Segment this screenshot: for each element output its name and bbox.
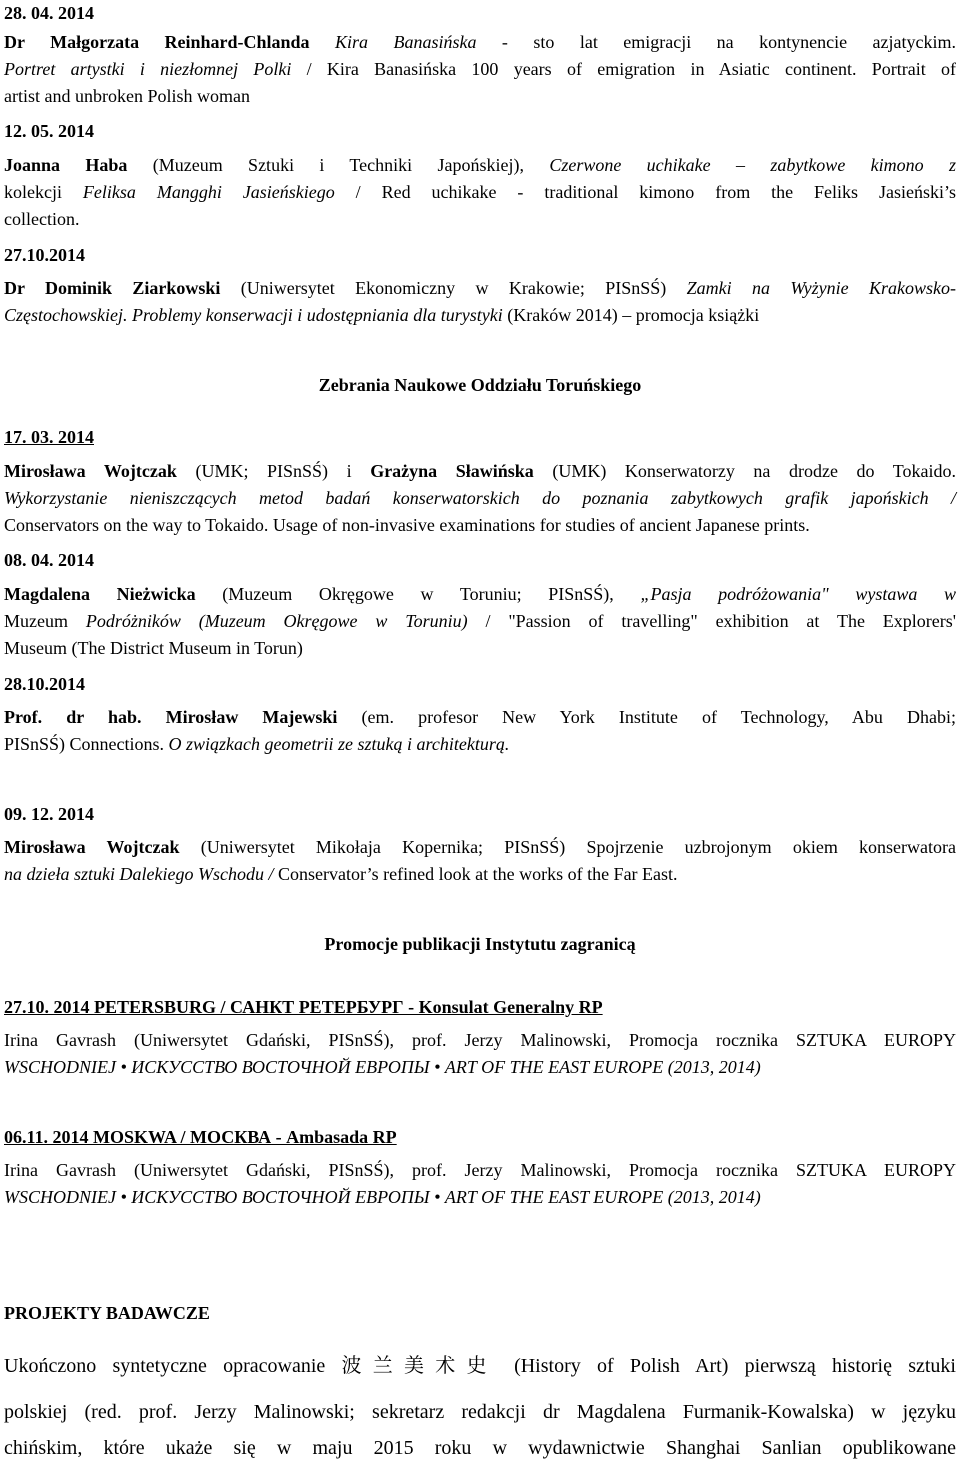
entry-line: Irina Gavrash (Uniwersytet Gdański, PISnSŚ), prof. Jerzy Malinowski, Promocja rocznika SZTUKA EUROPY: [4, 1030, 956, 1050]
entry-line: Wykorzystanie nieniszczących metod badań konserwatorskich do poznania zabytkowych grafik japońskich /: [4, 488, 956, 508]
entry-text: (em. profesor New York Institute of Technology, Abu Dhabi;: [337, 707, 956, 727]
speaker-name: Joanna Haba: [4, 155, 128, 175]
entry-line: [4, 834, 956, 861]
entry-text: (Muzeum Okręgowe w Toruniu; PISnSŚ),: [195, 584, 641, 604]
entry-text: / Kira Banasińska 100 years of emigration in Asiatic continent. Portrait of: [291, 59, 956, 79]
date-heading: 17. 03. 2014: [4, 427, 94, 447]
entry-title: Podróżników (Muzeum Okręgowe w Toruniu): [85, 611, 468, 631]
entry-line: [4, 458, 956, 485]
speaker-name: Prof. dr hab. Mirosław Majewski: [4, 707, 338, 727]
entry-text: (UMK) Konserwatorzy na drodze do Tokaido.: [533, 461, 956, 481]
section-heading: Zebrania Naukowe Oddziału Toruńskiego: [318, 375, 642, 395]
entry-line: [4, 861, 956, 888]
entry-text: PISnSŚ) Connections.: [4, 734, 169, 754]
speaker-name: Mirosława Wojtczak: [4, 837, 180, 857]
entry-text: / Red uchikake - traditional kimono from the Feliks Jasieński’s: [334, 182, 956, 202]
promotion-heading: 27.10. 2014 PETERSBURG / САНКТ РЕТЕРБУРГ - Konsulat Generalny RP: [4, 997, 603, 1017]
entry-line: Conservators on the way to Tokaido. Usage of non-invasive examinations for studies of ancient Japanese prints.: [4, 515, 810, 535]
entry-line: collection.: [4, 209, 80, 229]
entry-title: Kira Banasińska: [335, 32, 477, 52]
entry-text: (UMK; PISnSŚ) i: [176, 461, 371, 481]
entry-line: [4, 731, 956, 758]
entry-line: [4, 29, 956, 56]
entry-line: [4, 302, 956, 329]
entry-line: artist and unbroken Polish woman: [4, 86, 250, 106]
section-heading: Promocje publikacji Instytutu zagranicą: [324, 934, 636, 954]
entry-title: Feliksa Mangghi Jasieńskiego: [82, 182, 335, 202]
entry-text: Muzeum: [4, 611, 86, 631]
entry-line: [4, 704, 956, 731]
speaker-name: Magdalena Nieżwicka: [4, 584, 196, 604]
entry-line: [4, 581, 956, 608]
entry-line: WSCHODNIEJ • ИСКУССТВО ВОСТОЧНОЙ ЕВРОПЫ • ART OF THE EAST EUROPE (2013, 2014): [4, 1057, 761, 1077]
entry-text: Conservator’s refined look at the works of the Far East.: [277, 864, 678, 884]
speaker-name: Dr Małgorzata Reinhard-Chlanda: [4, 32, 310, 52]
paragraph-line: polskiej (red. prof. Jerzy Malinowski; sekretarz redakcji dr Magdalena Furmanik-Kowalska) w języku: [4, 1401, 956, 1423]
entry-line: Museum (The District Museum in Torun): [4, 638, 303, 658]
entry-line: [4, 56, 956, 83]
entry-text: (Uniwersytet Ekonomiczny w Krakowie; PISnSŚ): [220, 278, 687, 298]
date-heading: 28.10.2014: [4, 674, 85, 694]
entry-text: - sto lat emigracji na kontynencie azjatyckim.: [476, 32, 956, 52]
entry-text: (Kraków 2014) – promocja książki: [502, 305, 760, 325]
paragraph-line: Ukończono syntetyczne opracowanie 波兰美术史 (History of Polish Art) pierwszą historię sztuki: [4, 1355, 956, 1377]
entry-text: (Uniwersytet Mikołaja Kopernika; PISnSŚ) Spojrzenie uzbrojonym okiem konserwatora: [179, 837, 956, 857]
entry-title: „Pasja podróżowania" wystawa w: [640, 584, 957, 604]
entry-line: [4, 179, 956, 206]
speaker-name: Dr Dominik Ziarkowski: [4, 278, 221, 298]
paragraph-line: chińskim, które ukaże się w maju 2015 roku w wydawnictwie Shanghai Sanlian opublikowane: [4, 1437, 956, 1459]
speaker-name: Grażyna Sławińska: [370, 461, 534, 481]
entry-title: Częstochowskiej. Problemy konserwacji i udostępniania dla turystyki: [4, 305, 503, 325]
promotion-heading: 06.11. 2014 MOSKWA / МОСКВА - Ambasada RP: [4, 1127, 397, 1147]
entry-line: WSCHODNIEJ • ИСКУССТВО ВОСТОЧНОЙ ЕВРОПЫ • ART OF THE EAST EUROPE (2013, 2014): [4, 1187, 761, 1207]
entry-title: O związkach geometrii ze sztuką i architekturą.: [168, 734, 510, 754]
date-heading: 09. 12. 2014: [4, 804, 94, 824]
speaker-name: Mirosława Wojtczak: [4, 461, 177, 481]
date-heading: 12. 05. 2014: [4, 121, 94, 141]
date-heading: 27.10.2014: [4, 245, 85, 265]
date-heading: 08. 04. 2014: [4, 550, 94, 570]
entry-text: kolekcji: [4, 182, 83, 202]
entry-text: (Muzeum Sztuki i Techniki Japońskiej),: [127, 155, 550, 175]
entry-line: [4, 275, 956, 302]
section-heading: PROJEKTY BADAWCZE: [4, 1303, 210, 1323]
entry-line: Irina Gavrash (Uniwersytet Gdański, PISnSŚ), prof. Jerzy Malinowski, Promocja rocznika SZTUKA EUROPY: [4, 1160, 956, 1180]
entry-line: [4, 608, 956, 635]
entry-title: Zamki na Wyżynie Krakowsko-: [686, 278, 957, 298]
entry-text: / "Passion of travelling" exhibition at The Explorers': [467, 611, 957, 631]
entry-title: Czerwone uchikake – zabytkowe kimono z: [549, 155, 956, 175]
date-heading: 28. 04. 2014: [4, 3, 94, 23]
entry-title: Portret artystki i niezłomnej Polki: [4, 59, 292, 79]
entry-line: [4, 152, 956, 179]
entry-title: na dzieła sztuki Dalekiego Wschodu /: [4, 864, 278, 884]
